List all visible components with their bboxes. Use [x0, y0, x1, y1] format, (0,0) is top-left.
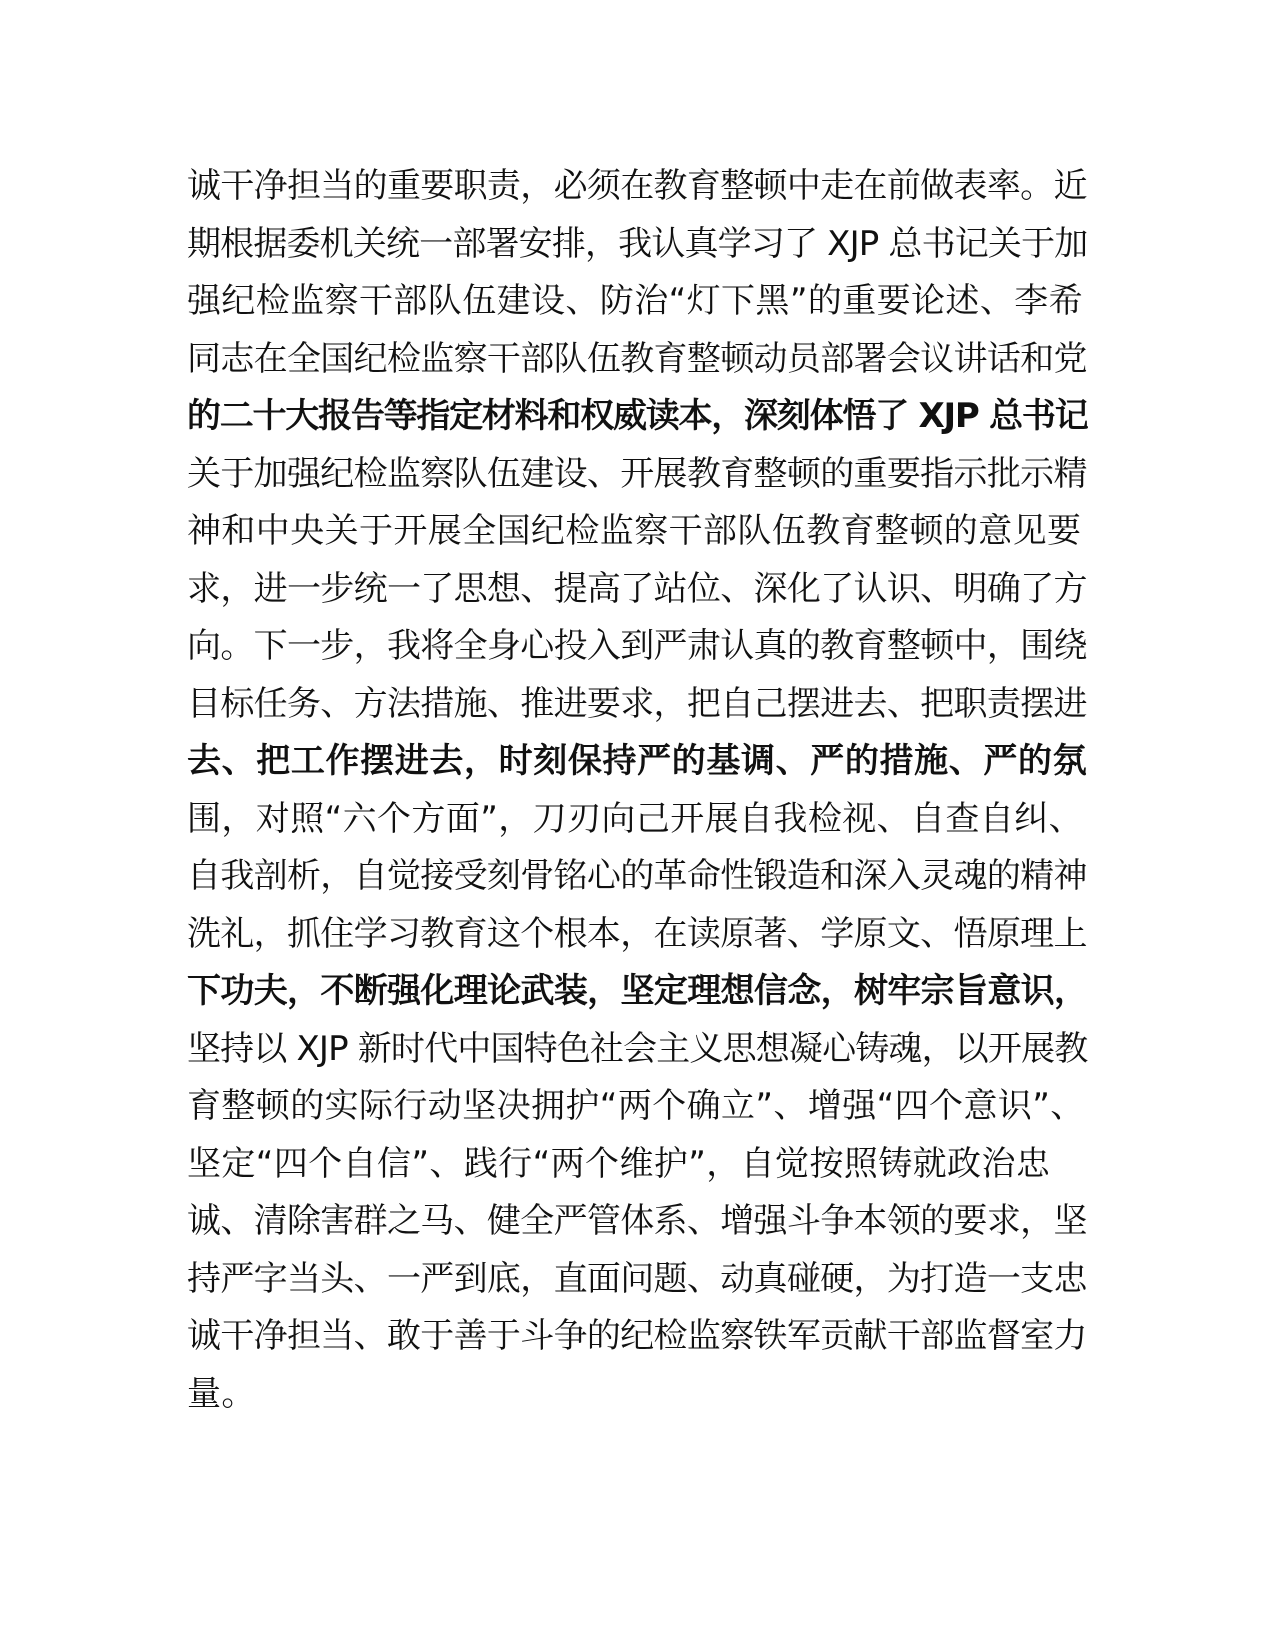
paragraph-line-11: 去、把工作摆进去，时刻保持严的基调、严的措施、严的氛 [187, 741, 1088, 781]
paragraph-line-13: 自我剖析，自觉接受刻骨铭心的革命性锻造和深入灵魂的精神 [187, 856, 1087, 896]
paragraph-line-3: 强纪检监察干部队伍建设、防治“灯下黑”的重要论述、李希 [187, 281, 1084, 321]
paragraph-line-21: 诚干净担当、敢于善于斗争的纪检监察铁军贡献干部监督室力 [187, 1316, 1087, 1356]
paragraph-line-12: 围，对照“六个方面”，刀刃向己开展自我检视、自查自纠、 [187, 798, 1084, 839]
paragraph-line-7: 神和中央关于开展全国纪检监察干部队伍教育整顿的意见要 [187, 511, 1082, 551]
paragraph-line-5: 的二十大报告等指定材料和权威读本，深刻体悟了 XJP 总书记 [187, 396, 1088, 436]
body-paragraph [187, 158, 1087, 1423]
paragraph-line-1: 诚干净担当的重要职责，必须在教育整顿中走在前做表率。近 [187, 166, 1087, 206]
paragraph-line-4: 同志在全国纪检监察干部队伍教育整顿动员部署会议讲话和党 [187, 338, 1087, 379]
paragraph-line-9: 向。下一步，我将全身心投入到严肃认真的教育整顿中，围绕 [187, 626, 1087, 666]
paragraph-line-8: 求，进一步统一了思想、提高了站位、深化了认识、明确了方 [187, 568, 1087, 609]
paragraph-line-18: 坚定“四个自信”、践行“两个维护”，自觉按照铸就政治忠 [187, 1143, 1051, 1184]
paragraph-line-2: 期根据委机关统一部署安排，我认真学习了 XJP 总书记关于加 [187, 223, 1088, 264]
paragraph-line-22: 量。 [187, 1373, 256, 1414]
paragraph-line-20: 持严字当头、一严到底，直面问题、动真碰硬，为打造一支忠 [187, 1258, 1087, 1299]
paragraph-line-14: 洗礼，抓住学习教育这个根本，在读原著、学原文、悟原理上 [187, 913, 1087, 954]
paragraph-line-17: 育整顿的实际行动坚决拥护“两个确立”、增强“四个意识”、 [187, 1086, 1085, 1126]
paragraph-line-6: 关于加强纪检监察队伍建设、开展教育整顿的重要指示批示精 [187, 453, 1087, 494]
paragraph-line-10: 目标任务、方法措施、推进要求，把自己摆进去、把职责摆进 [187, 683, 1087, 724]
paragraph-line-16: 坚持以 XJP 新时代中国特色社会主义思想凝心铸魂，以开展教 [187, 1028, 1088, 1069]
paragraph-line-15: 下功夫，不断强化理论武装，坚定理想信念，树牢宗旨意识， [187, 971, 1088, 1011]
paragraph-line-19: 诚、清除害群之马、健全严管体系、增强斗争本领的要求，坚 [187, 1201, 1087, 1241]
